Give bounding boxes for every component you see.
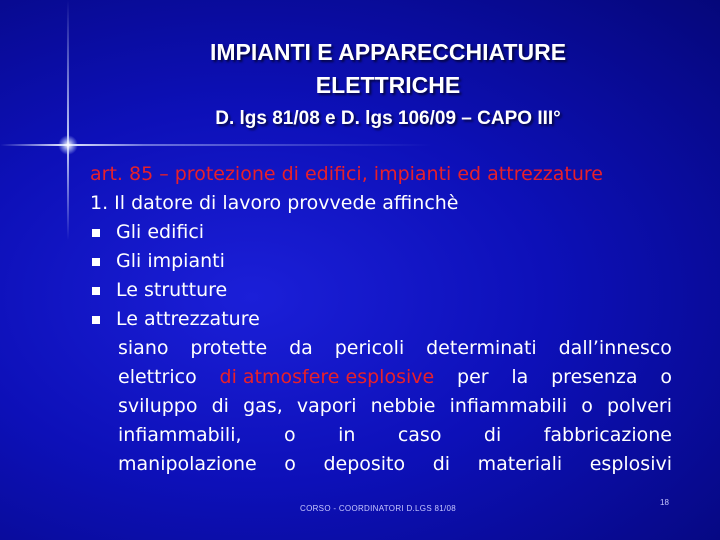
word: siano [118,337,169,359]
bullet-label: Le attrezzature [116,308,260,330]
square-bullet-icon [92,258,100,266]
bullet-label: Gli impianti [116,250,225,272]
word: gas, [243,395,283,417]
word: o [581,395,593,417]
slide-subtitle: D. lgs 81/08 e D. lgs 106/09 – CAPO III° [215,108,561,129]
word: elettrico [118,366,197,388]
word: polveri [607,395,672,417]
paragraph-line-5: manipolazione o deposito di materiali esplosivi [118,453,672,475]
square-bullet-icon [92,316,100,324]
paragraph-line-2 [118,363,672,392]
title-line-1: IMPIANTI E APPARECCHIATURE [209,39,567,65]
word: in [338,424,356,446]
word: nebbie [370,395,436,417]
word: presenza [551,366,638,388]
square-bullet-icon [92,287,100,295]
word: dall’innesco [558,337,672,359]
bullet-item [90,305,672,334]
word: o [660,366,672,388]
slide-body [90,160,672,479]
slide-footer: CORSO - COORDINATORI D.LGS 81/08 [300,504,457,513]
word: vapori [296,395,357,417]
highlight-phrase: di atmosfere esplosive [219,366,435,388]
word: per [457,366,489,388]
word: o [283,424,296,446]
square-bullet-icon [92,229,100,237]
paragraph-line-4 [118,421,672,450]
word: fabbricazione [543,424,672,446]
body-paragraph [118,334,672,479]
word: di [211,395,229,417]
title-line-2: ELETTRICHE [315,72,461,98]
lens-flare-center [58,135,78,155]
paragraph-line-1 [118,334,672,363]
word: protette [190,337,268,359]
word: sviluppo [118,395,198,417]
page-number: 18 [660,498,669,507]
word: da [289,337,313,359]
bullet-item [90,218,672,247]
article-heading: art. 85 – protezione di edifici, impianti ed attrezzature [90,163,603,185]
word: determinati [426,337,537,359]
bullet-item [90,247,672,276]
word: di [483,424,502,446]
word: caso [397,424,442,446]
word: infiammabili [449,395,568,417]
slide-title [100,36,676,102]
point-one: 1. Il datore di lavoro provvede affinchè [90,192,459,214]
word: la [511,366,529,388]
bullet-item [90,276,672,305]
paragraph-line-3 [118,392,672,421]
bullet-label: Gli edifici [116,221,205,243]
lens-flare-vertical [67,0,69,240]
word: pericoli [334,337,405,359]
word: infiammabili, [118,424,242,446]
lens-flare-horizontal [0,144,720,146]
bullet-label: Le strutture [116,279,228,301]
